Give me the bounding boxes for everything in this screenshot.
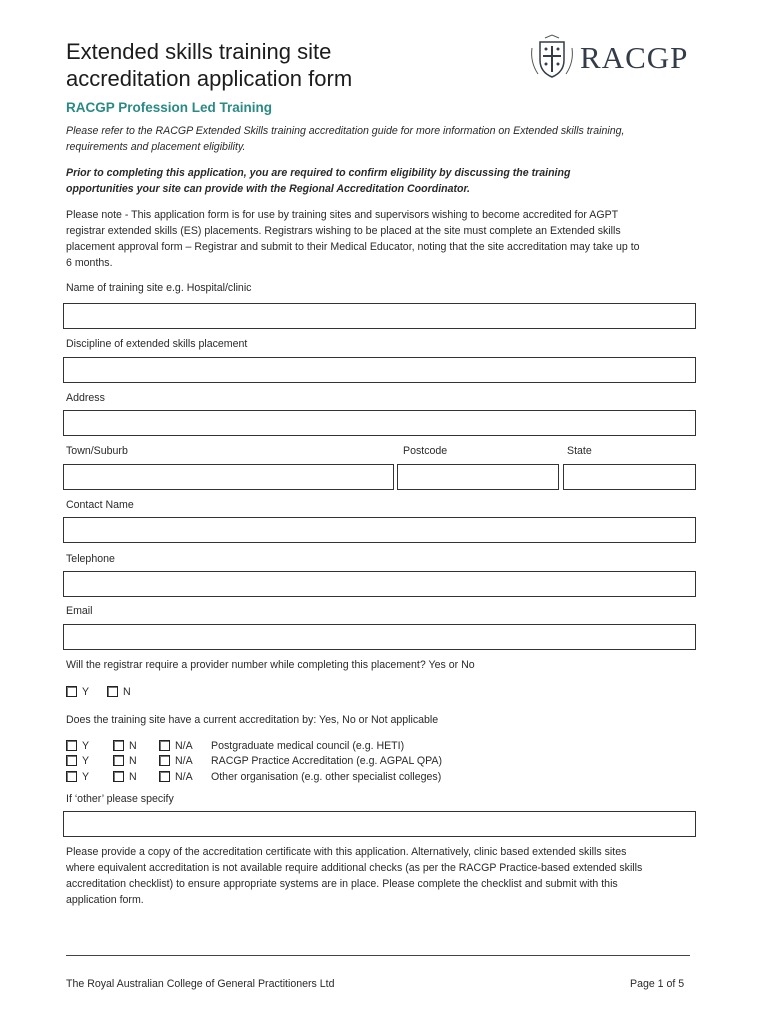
row3-no-label: N (129, 771, 137, 783)
closing-line-2: where equivalent accreditation is not available require additional checks (as per the RACGP Practice-based extended skills (66, 862, 643, 874)
state-label: State (567, 445, 592, 457)
provider-options (66, 686, 186, 700)
discipline-label: Discipline of extended skills placement (66, 338, 248, 350)
telephone-input[interactable] (63, 571, 696, 597)
note-line-3: placement approval form – Registrar and submit to their Medical Educator, noting that the site accreditation may take up to (66, 241, 640, 253)
section-subtitle: RACGP Profession Led Training (66, 100, 273, 115)
row2-na-checkbox[interactable] (159, 755, 170, 766)
note-line-4: 6 months. (66, 257, 113, 269)
title-line-1: Extended skills training site (66, 39, 332, 64)
town-label: Town/Suburb (66, 445, 128, 457)
postcode-label: Postcode (403, 445, 448, 457)
row3-org-label: Other organisation (e.g. other specialist colleges) (211, 771, 442, 783)
address-input[interactable] (63, 410, 696, 436)
page-title (66, 38, 486, 92)
row1-yes-checkbox[interactable] (66, 740, 77, 751)
provider-no-label: N (123, 686, 131, 698)
provider-no-checkbox[interactable] (107, 686, 118, 697)
telephone-label: Telephone (66, 553, 115, 565)
prior-line-2: opportunities your site can provide with the Regional Accreditation Coordinator. (66, 183, 470, 195)
row3-na-label: N/A (175, 771, 193, 783)
closing-paragraph (66, 844, 706, 908)
contact-input[interactable] (63, 517, 696, 543)
provider-question: Will the registrar require a provider number while completing this placement? Yes or No (66, 659, 475, 671)
footer-divider (66, 955, 690, 956)
refer-paragraph (66, 123, 706, 155)
row3-yes-checkbox[interactable] (66, 771, 77, 782)
row2-org-label: RACGP Practice Accreditation (e.g. AGPAL QPA) (211, 755, 442, 767)
row3-yes-label: Y (82, 771, 90, 783)
prior-paragraph (66, 165, 706, 197)
site-name-label: Name of training site e.g. Hospital/clinic (66, 282, 252, 294)
note-line-1: Please note - This application form is for use by training sites and supervisors wishing to become accredited for AGPT (66, 209, 619, 221)
refer-line-2: requirements and placement eligibility. (66, 141, 246, 153)
racgp-crest-icon (528, 34, 576, 80)
row3-no-checkbox[interactable] (113, 771, 124, 782)
closing-line-1: Please provide a copy of the accreditation certificate with this application. Alternatively, clinic based extended skills sites (66, 846, 627, 858)
row2-yes-checkbox[interactable] (66, 755, 77, 766)
row1-na-checkbox[interactable] (159, 740, 170, 751)
town-input[interactable] (63, 464, 394, 490)
racgp-logo-text: RACGP (580, 40, 689, 75)
provider-yes-label: Y (82, 686, 90, 698)
row2-no-checkbox[interactable] (113, 755, 124, 766)
accreditation-row (66, 740, 486, 754)
discipline-input[interactable] (63, 357, 696, 383)
email-input[interactable] (63, 624, 696, 650)
row2-no-label: N (129, 755, 137, 767)
row2-na-label: N/A (175, 755, 193, 767)
footer-org: The Royal Australian College of General Practitioners Ltd (66, 978, 335, 990)
accreditation-row (66, 771, 486, 785)
row3-na-checkbox[interactable] (159, 771, 170, 782)
address-label: Address (66, 392, 105, 404)
title-line-2: accreditation application form (66, 66, 353, 91)
other-specify-label: If ‘other’ please specify (66, 793, 174, 805)
closing-line-3: accreditation checklist) to ensure appropriate systems are in place. Please complete the checklist and submit with this (66, 878, 618, 890)
footer-page-number: Page 1 of 5 (630, 978, 685, 990)
provider-yes-checkbox[interactable] (66, 686, 77, 697)
site-name-input[interactable] (63, 303, 696, 329)
state-input[interactable] (563, 464, 696, 490)
note-line-2: registrar extended skills (ES) placements. Registrars wishing to be placed at the site must complete an Extended skills (66, 225, 621, 237)
postcode-input[interactable] (397, 464, 559, 490)
row1-yes-label: Y (82, 740, 90, 752)
row1-no-checkbox[interactable] (113, 740, 124, 751)
email-label: Email (66, 605, 93, 617)
row1-na-label: N/A (175, 740, 193, 752)
contact-label: Contact Name (66, 499, 134, 511)
refer-line-1: Please refer to the RACGP Extended Skills training accreditation guide for more information on Extended skills training, (66, 125, 625, 137)
accreditation-row (66, 755, 486, 769)
row1-org-label: Postgraduate medical council (e.g. HETI) (211, 740, 405, 752)
row1-no-label: N (129, 740, 137, 752)
note-paragraph (66, 207, 706, 271)
closing-line-4: application form. (66, 894, 144, 906)
prior-line-1: Prior to completing this application, you are required to confirm eligibility by discussing the training (66, 167, 571, 179)
accreditation-question: Does the training site have a current accreditation by: Yes, No or Not applicable (66, 714, 439, 726)
row2-yes-label: Y (82, 755, 90, 767)
other-specify-input[interactable] (63, 811, 696, 837)
